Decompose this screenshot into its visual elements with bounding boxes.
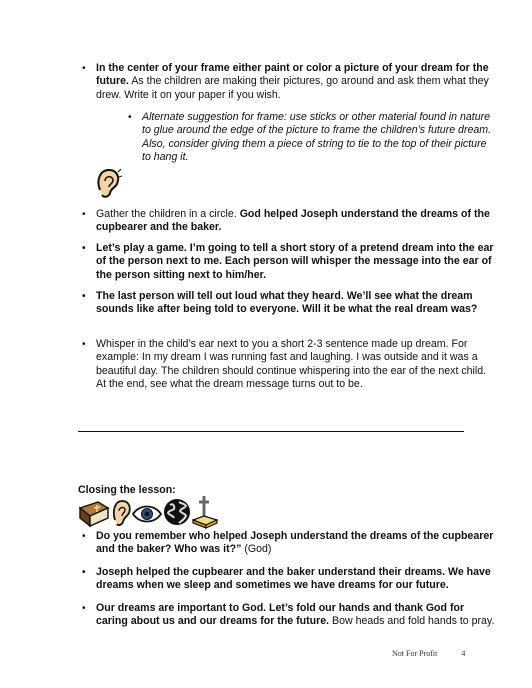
frame-instruction bbox=[82, 62, 496, 102]
eye-icon bbox=[132, 504, 162, 524]
bullet: • bbox=[82, 531, 86, 542]
alternate-suggestion bbox=[128, 111, 492, 165]
gather-bold: God helped Joseph understand the dreams of the cupbearer and the baker. bbox=[96, 208, 490, 234]
closing-prayer bbox=[82, 602, 496, 629]
closing-question bbox=[82, 530, 496, 557]
bullet: • bbox=[82, 603, 86, 614]
gather-text: Gather the children in a circle. bbox=[96, 208, 240, 220]
whisper-text: Whisper in the child’s ear next to you a short 2-3 sentence made up dream. For example: In my dream I was running fast and laughing. I was outside and it was a beautiful day. The children should continue whispering into the ear of the next child. At the end, see what the dream message turns out to be. bbox=[96, 338, 487, 391]
bullet: • bbox=[82, 291, 86, 302]
closing-prayer-text: Bow heads and fold hands to pray. bbox=[329, 615, 495, 628]
last-person-text: The last person will tell out loud what they heard. We’ll see what the dream sounds like after being told to everyone. Will it be what the real dream was? bbox=[96, 290, 478, 316]
game-text: Let’s play a game. I’m going to tell a short story of a pretend dream into the ear of the person next to me. Each person will whisper the message into the ear of the person sitting next to him/her. bbox=[96, 242, 494, 281]
bullet: • bbox=[82, 63, 86, 74]
closing-question-answer: (God) bbox=[241, 543, 272, 556]
bullet: • bbox=[82, 209, 86, 220]
bible-icon bbox=[78, 500, 110, 528]
section-divider bbox=[78, 431, 464, 432]
closing-explanation bbox=[82, 566, 496, 593]
frame-instruction-text: As the children are making their pictures, go around and ask them what they drew. Write it on your paper if you wish. bbox=[96, 75, 489, 101]
alternate-suggestion-text: Alternate suggestion for frame: use sticks or other material found in nature to glue around the edge of the picture to frame the children’s future dream. Also, consider giving them a piece of string to tie to the top of their picture to hang it. bbox=[142, 111, 492, 164]
ear-icon bbox=[110, 498, 132, 528]
closing-explanation-text: Joseph helped the cupbearer and the baker understand their dreams. We have dreams when we sleep and sometimes we have dreams for our future. bbox=[96, 566, 491, 592]
closing-heading: Closing the lesson: bbox=[78, 484, 176, 496]
frame-instruction-bold: In the center of your frame either paint or color a picture of your dream for the future. bbox=[96, 62, 489, 88]
bullet: • bbox=[82, 339, 86, 350]
gather-instruction bbox=[82, 208, 496, 235]
bullet: • bbox=[82, 567, 86, 578]
closing-prayer-bold: Our dreams are important to God. Let’s fold our hands and thank God for caring about us and our dreams for the future. bbox=[96, 602, 465, 628]
ear-icon bbox=[92, 166, 122, 200]
globe-icon bbox=[162, 496, 192, 528]
bullet: • bbox=[82, 243, 86, 254]
page-number: 4 bbox=[461, 649, 466, 658]
closing-question-bold: Do you remember who helped Joseph understand the dreams of the cupbearer and the baker? Who was it?” bbox=[96, 530, 494, 556]
bullet: • bbox=[128, 112, 132, 123]
page-footer bbox=[392, 647, 465, 660]
whisper-instruction bbox=[82, 338, 496, 392]
cross-book-icon bbox=[192, 494, 218, 530]
closing-icons bbox=[78, 494, 218, 532]
last-person-instruction bbox=[82, 290, 496, 317]
game-instruction bbox=[82, 242, 496, 282]
footer-label: Not For Profit bbox=[392, 649, 438, 658]
